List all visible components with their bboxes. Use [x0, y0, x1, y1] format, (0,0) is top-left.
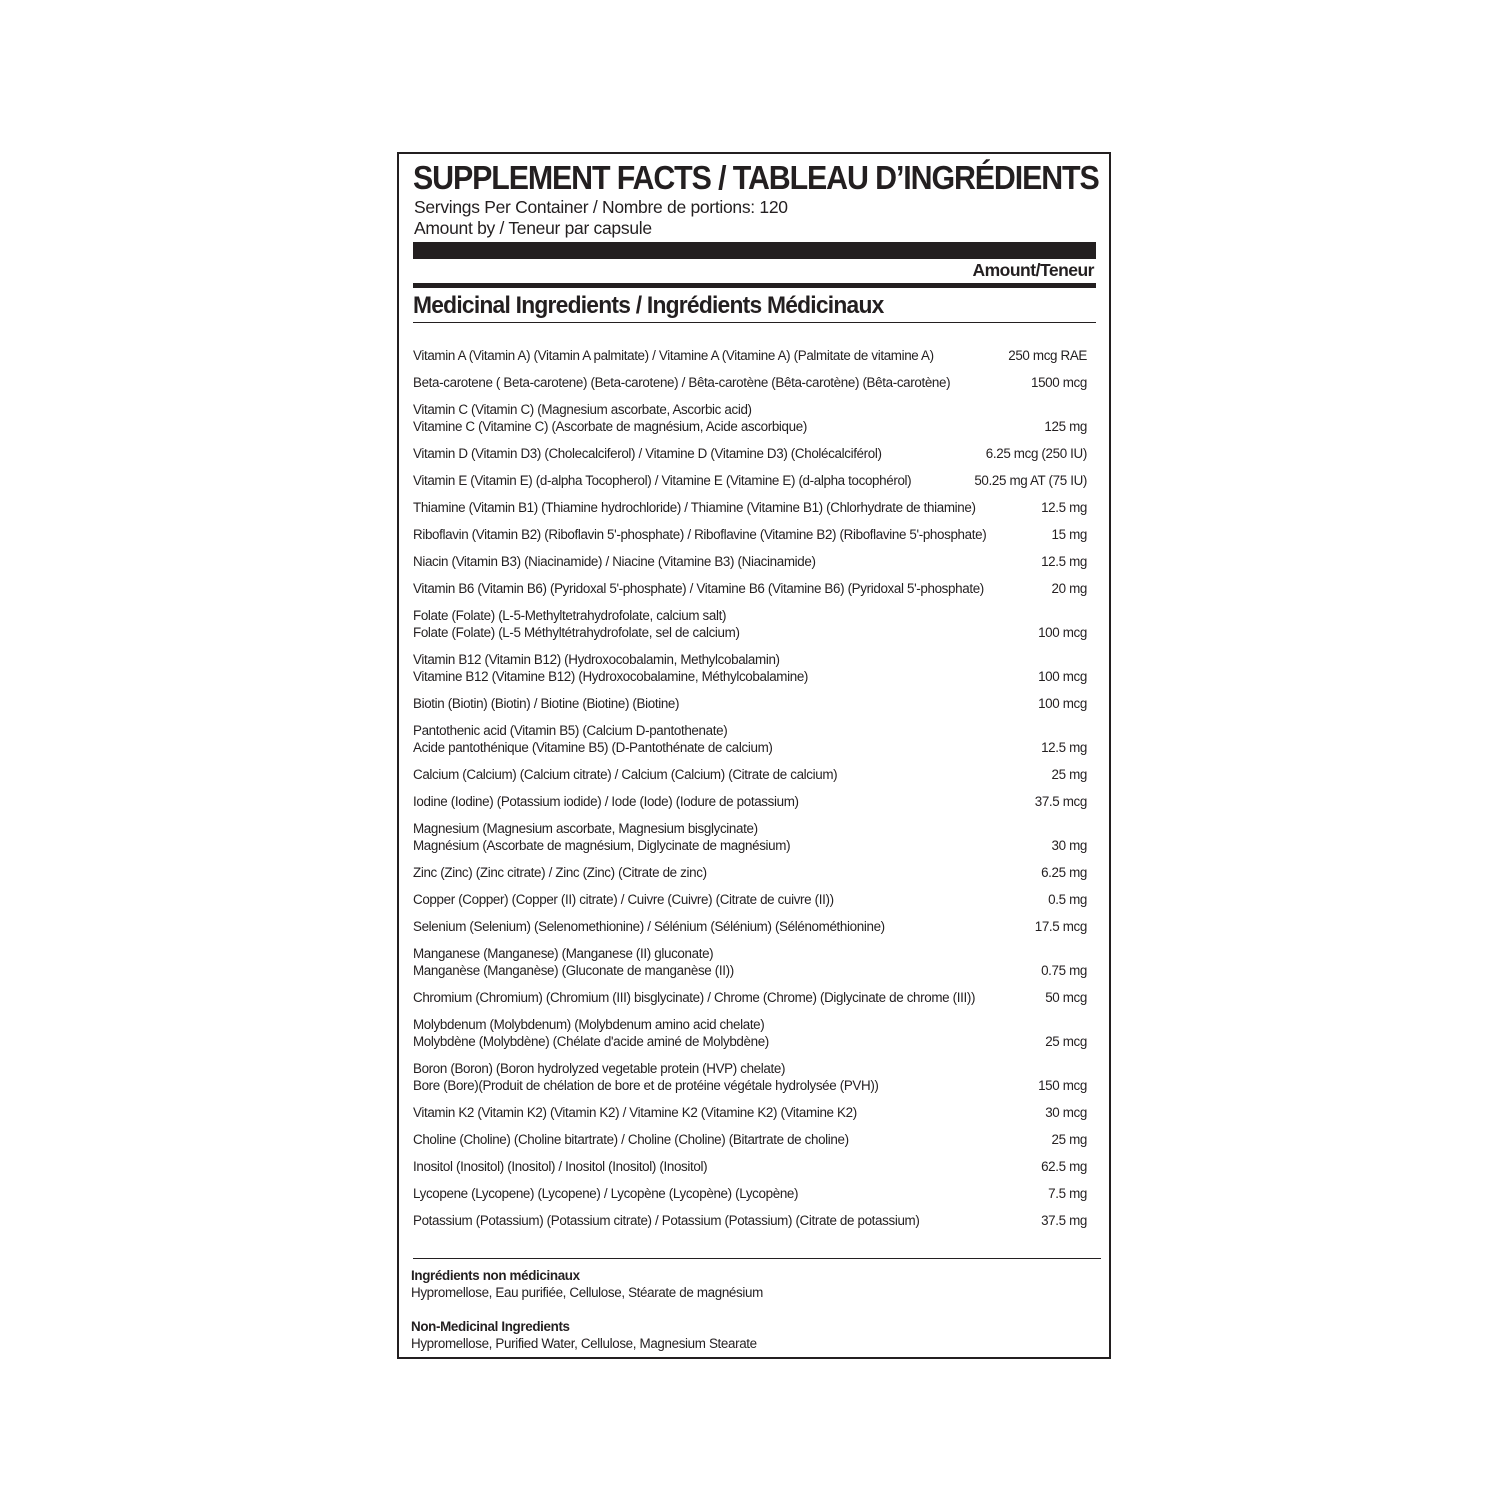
ingredient-row	[413, 989, 1087, 1006]
ingredient-amount: 17.5 mcg	[1034, 919, 1087, 934]
amount-column-header: Amount/Teneur	[972, 260, 1094, 280]
ingredient-name: Choline (Choline) (Choline bitartrate) / Choline (Choline) (Bitartrate de choline)	[413, 1132, 849, 1147]
ingredient-row	[413, 607, 1087, 641]
ingredient-amount: 250 mcg RAE	[1008, 348, 1087, 363]
ingredient-amount: 50 mcg	[1045, 990, 1087, 1005]
ingredient-amount: 125 mg	[1044, 419, 1087, 434]
ingredient-row	[413, 374, 1087, 391]
ingredient-name: Riboflavin (Vitamin B2) (Riboflavin 5'-phosphate) / Riboflavine (Vitamine B2) (Riboflavine 5'-phosphate)	[413, 527, 987, 542]
ingredient-amount: 0.75 mg	[1041, 963, 1087, 978]
non-medicinal-english-heading: Non-Medicinal Ingredients	[411, 1319, 570, 1334]
ingredient-name: Potassium (Potassium) (Potassium citrate) / Potassium (Potassium) (Citrate de potassium)	[413, 1213, 920, 1228]
ingredient-name: Inositol (Inositol) (Inositol) / Inositol (Inositol) (Inositol)	[413, 1159, 708, 1174]
ingredient-amount: 62.5 mg	[1041, 1159, 1087, 1174]
ingredient-row	[413, 722, 1087, 756]
ingredient-name: Vitamin E (Vitamin E) (d-alpha Tocopherol) / Vitamine E (Vitamine E) (d-alpha tocophérol)	[413, 473, 912, 488]
ingredient-list	[413, 347, 1087, 1239]
ingredient-amount: 1500 mcg	[1030, 375, 1087, 390]
ingredient-name: Iodine (Iodine) (Potassium iodide) / Iode (Iode) (Iodure de potassium)	[413, 794, 799, 809]
ingredient-row	[413, 766, 1087, 783]
ingredient-amount: 12.5 mg	[1041, 500, 1087, 515]
ingredient-name: Boron (Boron) (Boron hydrolyzed vegetable protein (HVP) chelate) Bore (Bore)(Produit de chélation de bore et de protéine végétale hydrolysée (PVH))	[413, 1061, 879, 1093]
ingredient-name: Vitamin K2 (Vitamin K2) (Vitamin K2) / Vitamine K2 (Vitamine K2) (Vitamine K2)	[413, 1105, 857, 1120]
ingredient-row	[413, 820, 1087, 854]
ingredient-name: Magnesium (Magnesium ascorbate, Magnesium bisglycinate) Magnésium (Ascorbate de magnésium, Diglycinate de magnésium)	[413, 821, 791, 853]
ingredient-name: Vitamin B6 (Vitamin B6) (Pyridoxal 5'-phosphate) / Vitamine B6 (Vitamine B6) (Pyridoxal 5'-phosphate)	[413, 581, 984, 596]
ingredient-amount: 50.25 mg AT (75 IU)	[974, 473, 1087, 488]
ingredient-amount: 37.5 mcg	[1034, 794, 1087, 809]
ingredient-amount: 100 mcg	[1038, 625, 1087, 640]
ingredient-row	[413, 891, 1087, 908]
non-medicinal-french	[411, 1267, 763, 1301]
bottom-divider	[413, 1258, 1101, 1259]
amount-by: Amount by / Teneur par capsule	[414, 218, 652, 238]
ingredient-row	[413, 651, 1087, 685]
ingredient-row	[413, 580, 1087, 597]
ingredient-name: Pantothenic acid (Vitamin B5) (Calcium D-pantothenate) Acide pantothénique (Vitamine B5) (D-Pantothénate de calcium)	[413, 723, 773, 755]
ingredient-amount: 37.5 mg	[1041, 1213, 1087, 1228]
ingredient-row	[413, 347, 1087, 364]
ingredient-amount: 100 mcg	[1038, 669, 1087, 684]
ingredient-amount: 12.5 mg	[1041, 740, 1087, 755]
non-medicinal-french-heading: Ingrédients non médicinaux	[411, 1268, 580, 1283]
ingredient-name: Selenium (Selenium) (Selenomethionine) / Sélénium (Sélénium) (Sélénométhionine)	[413, 919, 885, 934]
ingredient-row	[413, 864, 1087, 881]
thick-divider	[413, 242, 1096, 259]
ingredient-amount: 25 mcg	[1045, 1034, 1087, 1049]
thin-divider	[413, 322, 1096, 323]
ingredient-name: Thiamine (Vitamin B1) (Thiamine hydrochloride) / Thiamine (Vitamine B1) (Chlorhydrate de thiamine)	[413, 500, 976, 515]
ingredient-row	[413, 1104, 1087, 1121]
ingredient-amount: 6.25 mcg (250 IU)	[985, 446, 1087, 461]
ingredient-row	[413, 695, 1087, 712]
ingredient-amount: 15 mg	[1051, 527, 1087, 542]
ingredient-amount: 25 mg	[1051, 767, 1087, 782]
ingredient-row	[413, 499, 1087, 516]
ingredient-row	[413, 945, 1087, 979]
ingredient-amount: 30 mcg	[1045, 1105, 1087, 1120]
ingredient-name: Manganese (Manganese) (Manganese (II) gluconate) Manganèse (Manganèse) (Gluconate de manganèse (II))	[413, 946, 734, 978]
non-medicinal-english-text: Hypromellose, Purified Water, Cellulose, Magnesium Stearate	[411, 1336, 757, 1351]
ingredient-name: Niacin (Vitamin B3) (Niacinamide) / Niacine (Vitamine B3) (Niacinamide)	[413, 554, 816, 569]
ingredient-name: Copper (Copper) (Copper (II) citrate) / Cuivre (Cuivre) (Citrate de cuivre (II))	[413, 892, 834, 907]
ingredient-row	[413, 445, 1087, 462]
ingredient-row	[413, 1131, 1087, 1148]
ingredient-name: Vitamin D (Vitamin D3) (Cholecalciferol) / Vitamine D (Vitamine D3) (Cholécalciférol)	[413, 446, 882, 461]
ingredient-amount: 0.5 mg	[1048, 892, 1087, 907]
ingredient-row	[413, 401, 1087, 435]
ingredient-amount: 100 mcg	[1038, 696, 1087, 711]
non-medicinal-english	[411, 1318, 757, 1352]
medicinal-ingredients-heading: Medicinal Ingredients / Ingrédients Médicinaux	[413, 292, 884, 319]
ingredient-name: Biotin (Biotin) (Biotin) / Biotine (Biotine) (Biotine)	[413, 696, 680, 711]
ingredient-name: Vitamin C (Vitamin C) (Magnesium ascorbate, Ascorbic acid) Vitamine C (Vitamine C) (Ascorbate de magnésium, Acide ascorbique)	[413, 402, 807, 434]
ingredient-row	[413, 553, 1087, 570]
servings-per-container: Servings Per Container / Nombre de portions: 120	[414, 197, 788, 217]
medium-divider	[413, 283, 1096, 288]
ingredient-row	[413, 1212, 1087, 1229]
panel-title: SUPPLEMENT FACTS / TABLEAU D’INGRÉDIENTS	[413, 159, 1099, 196]
ingredient-name: Beta-carotene ( Beta-carotene) (Beta-carotene) / Bêta-carotène (Bêta-carotène) (Bêta-carotène)	[413, 375, 951, 390]
ingredient-name: Lycopene (Lycopene) (Lycopene) / Lycopène (Lycopène) (Lycopène)	[413, 1186, 799, 1201]
ingredient-name: Vitamin A (Vitamin A) (Vitamin A palmitate) / Vitamine A (Vitamine A) (Palmitate de vitamine A)	[413, 348, 934, 363]
ingredient-name: Molybdenum (Molybdenum) (Molybdenum amino acid chelate) Molybdène (Molybdène) (Chélate d'acide aminé de Molybdène)	[413, 1017, 769, 1049]
ingredient-amount: 20 mg	[1051, 581, 1087, 596]
ingredient-amount: 6.25 mg	[1041, 865, 1087, 880]
ingredient-row	[413, 1185, 1087, 1202]
ingredient-row	[413, 793, 1087, 810]
ingredient-name: Folate (Folate) (L-5-Methyltetrahydrofolate, calcium salt) Folate (Folate) (L-5 Méthyltétrahydrofolate, sel de calcium)	[413, 608, 740, 640]
supplement-facts-panel	[397, 152, 1111, 1359]
ingredient-amount: 150 mcg	[1038, 1078, 1087, 1093]
ingredient-row	[413, 472, 1087, 489]
ingredient-amount: 12.5 mg	[1041, 554, 1087, 569]
ingredient-name: Chromium (Chromium) (Chromium (III) bisglycinate) / Chrome (Chrome) (Diglycinate de chrome (III))	[413, 990, 976, 1005]
ingredient-row	[413, 526, 1087, 543]
ingredient-name: Zinc (Zinc) (Zinc citrate) / Zinc (Zinc) (Citrate de zinc)	[413, 865, 707, 880]
ingredient-amount: 30 mg	[1051, 838, 1087, 853]
non-medicinal-french-text: Hypromellose, Eau purifiée, Cellulose, Stéarate de magnésium	[411, 1285, 763, 1300]
ingredient-name: Vitamin B12 (Vitamin B12) (Hydroxocobalamin, Methylcobalamin) Vitamine B12 (Vitamine B12) (Hydroxocobalamine, Méthylcobalamine)	[413, 652, 809, 684]
ingredient-row	[413, 1060, 1087, 1094]
ingredient-amount: 25 mg	[1051, 1132, 1087, 1147]
ingredient-row	[413, 1016, 1087, 1050]
ingredient-row	[413, 918, 1087, 935]
ingredient-name: Calcium (Calcium) (Calcium citrate) / Calcium (Calcium) (Citrate de calcium)	[413, 767, 838, 782]
ingredient-row	[413, 1158, 1087, 1175]
ingredient-amount: 7.5 mg	[1048, 1186, 1087, 1201]
